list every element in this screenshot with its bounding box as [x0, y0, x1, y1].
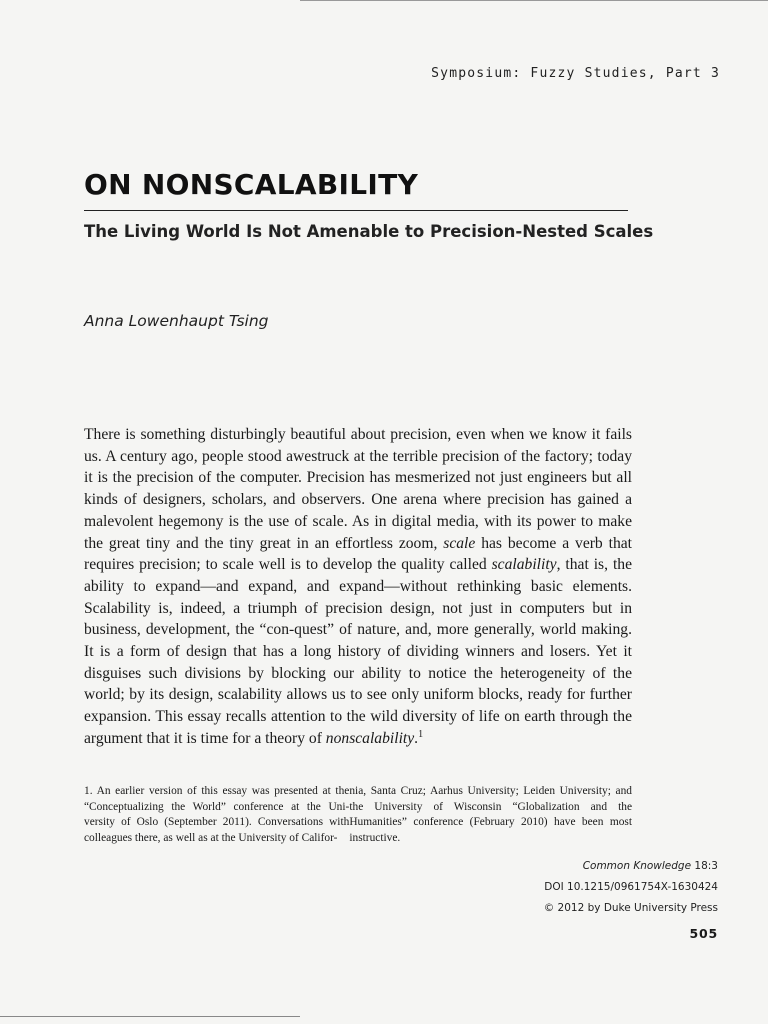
title-rule: [84, 210, 628, 211]
copyright: © 2012 by Duke University Press: [543, 902, 718, 914]
article-title: ON NONSCALABILITY: [84, 168, 419, 201]
journal-volume: 18:3: [694, 860, 718, 872]
footnote-marker[interactable]: 1: [418, 728, 424, 740]
journal-name: Common Knowledge: [582, 860, 692, 872]
body-text-part2: has become a verb that requires precision; to scale well is to develop the quality called: [84, 534, 632, 574]
doi[interactable]: DOI 10.1215/0961754X-1630424: [544, 881, 718, 893]
footnote-text-left: 1. An earlier version of this essay was presented at the “Conceptualizing the World” conference at the Uni-versity of Oslo (September 2011). Conversations with colleagues there, as well as at the University of Califor-: [84, 785, 350, 844]
body-paragraph: [84, 424, 632, 750]
bottom-rule: [0, 1016, 300, 1017]
body-emphasis-scalability: scalability: [491, 556, 557, 574]
author-name: Anna Lowenhaupt Tsing: [84, 312, 269, 330]
publication-info: [544, 856, 718, 919]
footnote-text-right: nia, Santa Cruz; Aarhus University; Leiden University; and the University of Wisconsin “Globalization and the Humanities” conference (February 2010) have been most instructive.: [349, 785, 632, 844]
body-text-part1: There is something disturbingly beautiful about precision, even when we know it fails us. A century ago, people stood awestruck at the terrible precision of the factory; today it is the precision of the computer. Precision has mesmerized not just engineers but all kinds of designers, scholars, and observers. One arena where precision has gained a malevolent hegemony is the use of scale. As in digital media, with its power to make the great tiny and the tiny great in an effortless zoom,: [84, 426, 632, 552]
body-text-part4: .: [414, 729, 419, 747]
journal-line: [544, 856, 718, 877]
body-text-part3: , that is, the ability to expand—and expand, and expand—without rethinking basic elements. Scalability is, indeed, a triumph of precision design, not just in computers but in business, development, the “con-quest” of nature, and, more generally, world making. It is a form of design that has a long history of dividing winners and losers. Yet it disguises such divisions by blocking our ability to notice the heterogeneity of the world; by its design, scalability allows us to see only uniform blocks, ready for further expansion. This essay recalls attention to the wild diversity of life on earth through the argument that it is time for a theory of: [84, 556, 633, 747]
body-emphasis-nonscalability: nonscalability: [325, 729, 415, 747]
article-subtitle: The Living World Is Not Amenable to Precision-Nested Scales: [84, 222, 654, 241]
top-rule: [300, 0, 768, 1]
page-number: 505: [689, 926, 718, 941]
body-emphasis-scale: scale: [443, 534, 476, 552]
footnote-area: [84, 784, 632, 846]
running-head: Symposium: Fuzzy Studies, Part 3: [431, 66, 720, 81]
